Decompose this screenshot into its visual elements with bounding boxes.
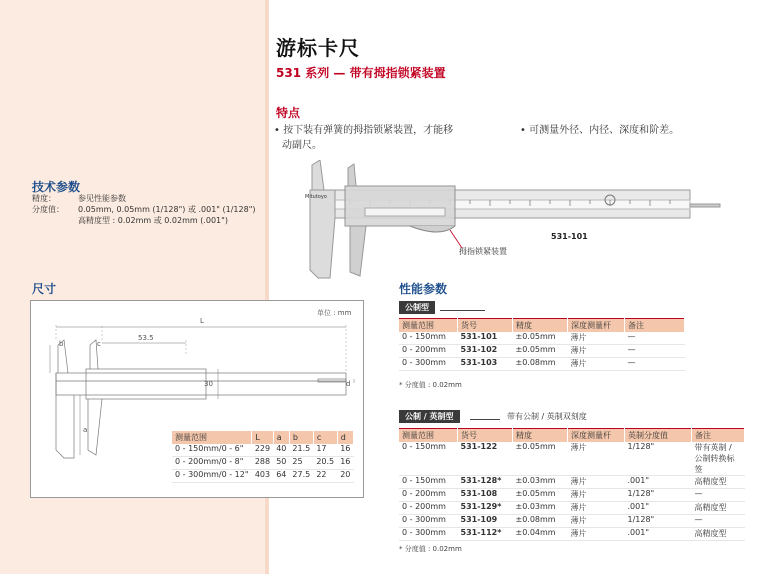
cell: ±0.08mm xyxy=(513,358,568,371)
table-row xyxy=(172,470,354,483)
cell: 17 xyxy=(313,444,337,457)
cell: 薄片 xyxy=(568,528,625,541)
dimensions-header-row xyxy=(172,431,354,444)
cell: 531-108 xyxy=(458,489,513,502)
dim-th-a: a xyxy=(273,431,289,444)
metric-th-accuracy: 精度 xyxy=(513,319,568,333)
dim-th-c: c xyxy=(313,431,337,444)
cell: 高精度型 xyxy=(692,528,745,541)
table-row xyxy=(399,502,745,515)
cell: 22 xyxy=(313,470,337,483)
metric-th-code: 货号 xyxy=(458,319,513,333)
cell: ±0.05mm xyxy=(513,489,568,502)
metric-note: * 分度值 : 0.02mm xyxy=(399,381,462,389)
cell: 531-109 xyxy=(458,515,513,528)
metric-table xyxy=(399,318,685,371)
cell: 531-103 xyxy=(458,358,513,371)
dim-th-range: 测量范围 xyxy=(172,431,252,444)
dim-label-30: 30 xyxy=(204,380,213,388)
cell: 25 xyxy=(289,457,313,470)
cell: ±0.05mm xyxy=(513,332,568,345)
cell: 40 xyxy=(273,444,289,457)
cell: 403 xyxy=(252,470,273,483)
metric-th-range: 测量范围 xyxy=(399,319,458,333)
imp-th-remark: 备注 xyxy=(692,429,745,443)
cell: 0 - 200mm xyxy=(399,502,458,515)
cell: 1/128" xyxy=(625,515,692,528)
imperial-header-row xyxy=(399,429,745,443)
model-label: 531-101 xyxy=(551,232,588,241)
dim-th-b: b xyxy=(289,431,313,444)
cell: 0 - 300mm/0 - 12" xyxy=(172,470,252,483)
dimensions-heading: 尺寸 xyxy=(32,282,57,296)
brand-mark: Mitutoyo xyxy=(305,194,327,200)
cell: ±0.04mm xyxy=(513,528,568,541)
dim-label-b: b xyxy=(59,340,64,348)
imperial-table xyxy=(399,428,745,541)
metric-label-rule xyxy=(440,310,485,311)
cell: ±0.08mm xyxy=(513,515,568,528)
cell: 531-129* xyxy=(458,502,513,515)
feature-item-1-line1: • 按下装有弹簧的拇指锁紧装置，才能移 xyxy=(274,125,454,136)
cell: ±0.05mm xyxy=(513,345,568,358)
cell: ±0.03mm xyxy=(513,502,568,515)
cell: 16 xyxy=(337,444,353,457)
table-row xyxy=(399,515,745,528)
tech-key-1: 精度： xyxy=(32,194,56,203)
tech-val-2: 0.05mm, 0.05mm (1/128") 或 .001" (1/128") xyxy=(78,205,256,214)
cell: ±0.03mm xyxy=(513,476,568,489)
cell: 0 - 150mm xyxy=(399,442,458,476)
cell: ±0.05mm xyxy=(513,442,568,476)
cell: 20.5 xyxy=(313,457,337,470)
dim-th-L: L xyxy=(252,431,273,444)
cell: 0 - 300mm xyxy=(399,358,458,371)
cell: 0 - 300mm xyxy=(399,528,458,541)
cell: 0 - 200mm xyxy=(399,489,458,502)
cell: 0 - 150mm/0 - 6" xyxy=(172,444,252,457)
table-row xyxy=(399,489,745,502)
cell: 531-102 xyxy=(458,345,513,358)
table-row xyxy=(399,345,685,358)
cell: 薄片 xyxy=(568,489,625,502)
dim-label-a: a xyxy=(83,426,88,434)
cell: 229 xyxy=(252,444,273,457)
imp-th-grad: 英制分度值 xyxy=(625,429,692,443)
imperial-type-label: 公制 / 英制型 xyxy=(399,410,460,423)
cell: 0 - 200mm xyxy=(399,345,458,358)
dimensions-table xyxy=(172,431,354,483)
cell: 21.5 xyxy=(289,444,313,457)
metric-type-label: 公制型 xyxy=(399,301,435,314)
cell: 531-128* xyxy=(458,476,513,489)
page-subtitle: 531 系列 — 带有拇指锁紧装置 xyxy=(276,66,446,80)
tech-val-3: 高精度型 : 0.02mm 或 0.02mm (.001") xyxy=(78,216,228,225)
cell: .001" xyxy=(625,476,692,489)
cell: 531-112* xyxy=(458,528,513,541)
tech-heading: 技术参数 xyxy=(32,180,81,194)
cell: — xyxy=(625,332,685,345)
cell: 薄片 xyxy=(568,345,625,358)
imp-th-code: 货号 xyxy=(458,429,513,443)
cell: 0 - 200mm/0 - 8" xyxy=(172,457,252,470)
dim-th-d: d xyxy=(337,431,353,444)
dim-label-53-5: 53.5 xyxy=(138,334,154,342)
imp-th-range: 测量范围 xyxy=(399,429,458,443)
feature-item-1 xyxy=(274,123,514,153)
thumb-lock-callout: 拇指锁紧装置 xyxy=(459,247,507,256)
cell: 1/128" xyxy=(625,442,692,476)
table-row xyxy=(399,358,685,371)
table-row xyxy=(399,332,685,345)
imp-th-accuracy: 精度 xyxy=(513,429,568,443)
performance-heading: 性能参数 xyxy=(399,282,448,296)
imperial-label-rule xyxy=(470,419,500,420)
cell: 薄片 xyxy=(568,358,625,371)
cell: 0 - 150mm xyxy=(399,476,458,489)
table-row xyxy=(172,444,354,457)
imperial-note: * 分度值 : 0.02mm xyxy=(399,545,462,553)
cell: 薄片 xyxy=(568,515,625,528)
cell: — xyxy=(625,358,685,371)
cell: 20 xyxy=(337,470,353,483)
cell: 薄片 xyxy=(568,442,625,476)
cell: — xyxy=(692,515,745,528)
cell: — xyxy=(625,345,685,358)
dim-label-c: c xyxy=(97,340,101,348)
page-title: 游标卡尺 xyxy=(276,36,360,60)
tech-specs xyxy=(32,193,256,226)
cell: 薄片 xyxy=(568,332,625,345)
table-row xyxy=(172,457,354,470)
feature-item-2: • 可测量外径、内径、深度和阶差。 xyxy=(520,125,680,136)
imperial-caption: 带有公制 / 英制双刻度 xyxy=(507,412,587,421)
cell: 0 - 150mm xyxy=(399,332,458,345)
cell: 531-101 xyxy=(458,332,513,345)
cell: 薄片 xyxy=(568,476,625,489)
cell: 高精度型 xyxy=(692,476,745,489)
tech-val-1: 参见性能参数 xyxy=(78,194,126,203)
metric-header-row xyxy=(399,319,685,333)
cell: 27.5 xyxy=(289,470,313,483)
cell: .001" xyxy=(625,528,692,541)
cell: — xyxy=(692,489,745,502)
cell: 16 xyxy=(337,457,353,470)
cell: 薄片 xyxy=(568,502,625,515)
cell: 高精度型 xyxy=(692,502,745,515)
cell: 1/128" xyxy=(625,489,692,502)
feature-item-1-line2: 动副尺。 xyxy=(282,140,322,151)
cell: 带有英制 / 公制转换标签 xyxy=(692,442,745,476)
cell: 50 xyxy=(273,457,289,470)
cell: 531-122 xyxy=(458,442,513,476)
cell: 64 xyxy=(273,470,289,483)
unit-label: 单位 : mm xyxy=(317,309,352,317)
dim-label-L: L xyxy=(200,317,204,325)
metric-th-remark: 备注 xyxy=(625,319,685,333)
cell: 0 - 300mm xyxy=(399,515,458,528)
imp-th-depth: 深度测量杆 xyxy=(568,429,625,443)
table-row xyxy=(399,476,745,489)
tech-key-2: 分度值： xyxy=(32,205,64,214)
features-heading: 特点 xyxy=(276,106,301,120)
cell: .001" xyxy=(625,502,692,515)
dim-label-d: d xyxy=(346,380,351,388)
caliper-photo xyxy=(290,160,730,280)
metric-th-depth: 深度测量杆 xyxy=(568,319,625,333)
table-row xyxy=(399,528,745,541)
cell: 288 xyxy=(252,457,273,470)
table-row xyxy=(399,442,745,476)
